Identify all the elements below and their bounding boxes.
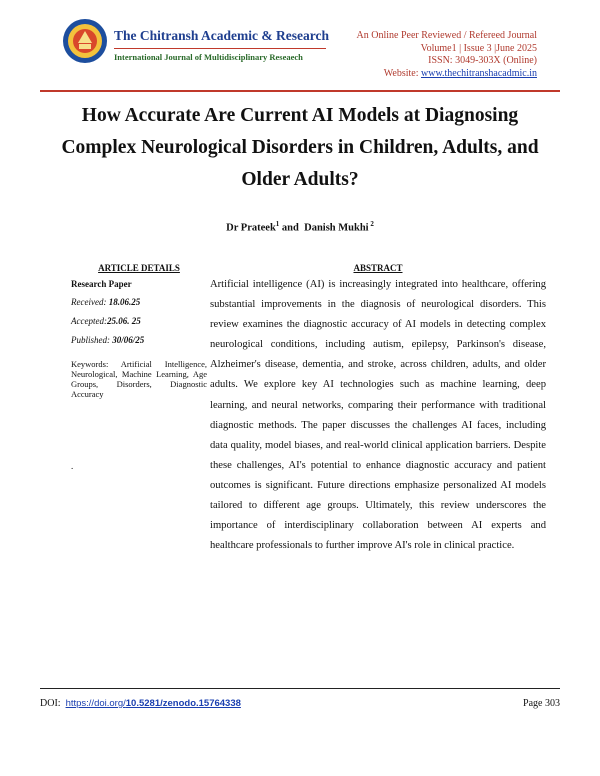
journal-logo-icon [62, 18, 108, 64]
accepted-label: Accepted: [71, 316, 107, 326]
title-line-1: How Accurate Are Current AI Models at Diagnosing [81, 105, 519, 126]
author-separator: and [279, 222, 305, 234]
header-divider [114, 48, 326, 49]
author-1: Dr Prateek [226, 222, 276, 234]
abstract-heading: ABSTRACT [353, 263, 403, 273]
doi-label: DOI: [40, 698, 66, 709]
meta-website [357, 68, 538, 81]
meta-issn: ISSN: 3049-303X (Online) [428, 55, 537, 67]
abstract-column [210, 263, 546, 556]
website-label: Website: [383, 67, 422, 79]
website-link[interactable]: www.thechitranshacadmic.in [421, 67, 537, 79]
author-2: Danish Mukhi [304, 222, 369, 234]
author-2-affiliation: 2 [368, 220, 374, 228]
page-number: Page 303 [523, 698, 560, 709]
article-details-column [71, 263, 207, 471]
header-rule [40, 90, 560, 92]
footer-rule [40, 688, 560, 689]
received-label: Received: [71, 297, 109, 307]
stray-dot: . [71, 461, 74, 471]
paper-title [40, 100, 560, 196]
article-type: Research Paper [71, 279, 132, 289]
author-list [0, 220, 600, 234]
article-details-heading: ARTICLE DETAILS [98, 263, 180, 273]
accepted-value: 25.06. 25 [106, 316, 141, 326]
meta-review-type: An Online Peer Reviewed / Refereed Journal [356, 30, 537, 41]
published-label: Published: [71, 335, 113, 345]
keywords: Keywords: Artificial Intelligence, Neurological, Machine Learning, Age Groups, Disorders, Diagnostic Accuracy [71, 359, 207, 399]
published-value: 30/06/25 [112, 335, 145, 345]
accepted-date [71, 316, 207, 326]
doi-prefix: https://doi.org/ [65, 698, 126, 709]
abstract-text: Artificial intelligence (AI) is increasingly integrated into healthcare, offering substantial improvements in the diagnosis of neurological disorders. This review examines the diagnostic accuracy of AI models in detecting complex neurological conditions, including autism, epilepsy, Parkinson's disease, Alzheimer's disease, dementia, and stroke, across children, adults, and older adults. We explore key AI technologies such as machine learning, deep learning, and neural networks, comparing their performance with traditional diagnostic methods. The paper discusses the challenges AI faces, including data quality, model biases, and real-world clinical application barriers. Despite these challenges, AI's potential to enhance diagnostic accuracy and patient outcomes is significant. Future directions emphasize personalized AI models tailored to different age groups. Ultimately, this review underscores the importance of interdisciplinary collaboration between AI experts and healthcare professionals to further improve AI's role in clinical practice. [210, 279, 546, 552]
meta-volume: Volume1 | Issue 3 |June 2025 [420, 42, 537, 54]
title-line-2: Complex Neurological Disorders in Children, Adults, and [61, 137, 539, 158]
page-footer [40, 698, 560, 709]
author-1-affiliation: 1 [275, 220, 280, 228]
journal-subtitle: International Journal of Multidisciplinary Reseaech [114, 52, 303, 62]
title-line-3: Older Adults? [241, 169, 359, 190]
doi-id: 10.5281/zenodo.15764338 [125, 698, 241, 709]
journal-meta [357, 30, 538, 80]
journal-header [62, 18, 537, 88]
published-date [71, 335, 207, 345]
doi-link[interactable] [66, 698, 241, 709]
journal-name: The Chitransh Academic & Research [114, 28, 329, 43]
received-date [71, 297, 207, 307]
received-value: 18.06.25 [108, 297, 141, 307]
